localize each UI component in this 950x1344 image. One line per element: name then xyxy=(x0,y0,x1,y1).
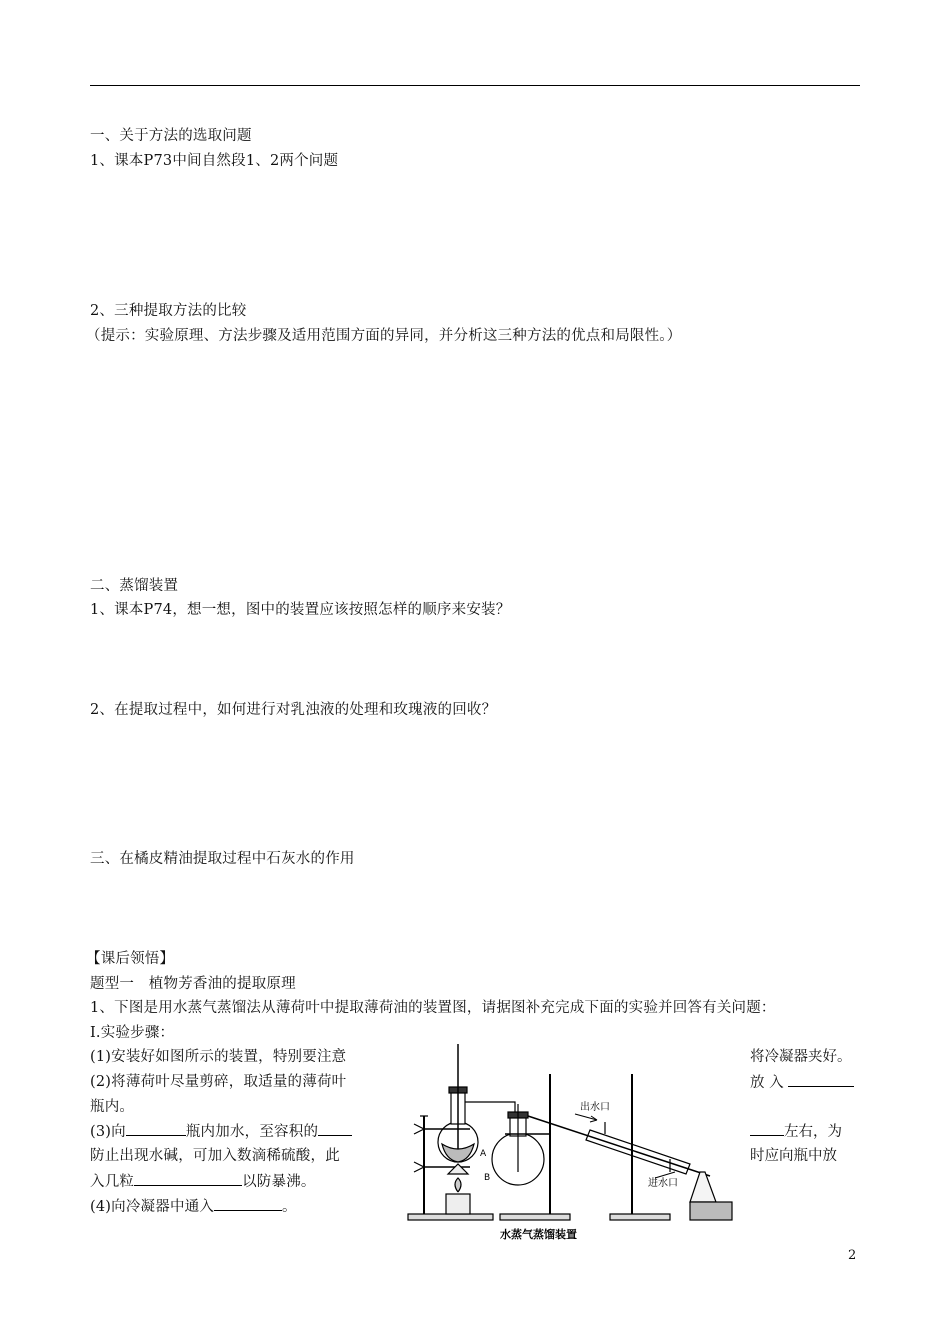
step-4-text-a: (4)向冷凝器中通入 xyxy=(90,1199,215,1215)
burner-a xyxy=(446,1194,470,1214)
step-3-line-3 xyxy=(90,1171,316,1192)
step-3-right-text: 左右，为 xyxy=(784,1124,842,1140)
label-a: A xyxy=(480,1149,487,1159)
step-4-text-b: 。 xyxy=(282,1199,297,1215)
step-3-line-3-b: 以防暴沸。 xyxy=(242,1174,316,1190)
step-2-continued: 瓶内。 xyxy=(90,1099,135,1115)
section-2-question-2: 2、在提取过程中，如何进行对乳浊液的处理和玫瑰液的回收？ xyxy=(90,702,497,718)
step-3-blank-2-end[interactable] xyxy=(750,1121,784,1136)
receiving-flask xyxy=(690,1172,716,1202)
label-water-outlet: 出水口 xyxy=(580,1102,610,1113)
section-1-question-2: 2、三种提取方法的比较 xyxy=(90,303,247,319)
step-3-line-1 xyxy=(90,1121,352,1142)
question-type-1: 题型一 植物芳香油的提取原理 xyxy=(90,976,296,992)
delivery-tube xyxy=(528,1116,710,1176)
step-2-left: (2)将薄荷叶尽量剪碎，取适量的薄荷叶 xyxy=(90,1074,347,1090)
header-rule xyxy=(90,85,860,86)
section-2-title: 二、蒸馏装置 xyxy=(90,578,179,594)
clamp-icon xyxy=(414,1124,424,1134)
step-3-blank-1[interactable] xyxy=(126,1121,186,1136)
left-stand-base xyxy=(408,1214,493,1220)
section-3-title: 三、在橘皮精油提取过程中石灰水的作用 xyxy=(90,851,355,867)
figure-caption: 水蒸气蒸馏装置 xyxy=(500,1228,577,1241)
section-1-question-1: 1、课本P73中间自然段1、2两个问题 xyxy=(90,153,339,169)
step-2-right xyxy=(750,1072,854,1093)
page-number: 2 xyxy=(848,1248,857,1263)
question-1-stem: 1、下图是用水蒸气蒸馏法从薄荷叶中提取薄荷油的装置图，请据图补充完成下面的实验并回答有关问题： xyxy=(90,1000,776,1016)
step-3-blank-3[interactable] xyxy=(134,1171,242,1186)
step-4-line xyxy=(90,1196,297,1217)
step-4-blank[interactable] xyxy=(214,1196,282,1211)
step-1-right: 将冷凝器夹好。 xyxy=(750,1049,852,1065)
section-1-hint: （提示：实验原理、方法步骤及适用范围方面的异同，并分析这三种方法的优点和局限性。） xyxy=(86,328,682,344)
step-3-blank-2[interactable] xyxy=(318,1121,352,1136)
step-3-text-a: (3)向 xyxy=(90,1124,126,1140)
step-3-line-3-a: 入几粒 xyxy=(90,1174,135,1190)
section-1-title: 一、关于方法的选取问题 xyxy=(90,128,252,144)
step-3-line-2-left: 防止出现水碱，可加入数滴稀硫酸，此 xyxy=(90,1148,340,1164)
step-3-text-b: 瓶内加水，至容积的 xyxy=(185,1124,319,1140)
step-2-right-text: 放 入 xyxy=(750,1075,784,1091)
step-title: Ⅰ.实验步骤： xyxy=(90,1025,175,1041)
step-1-left: (1)安装好如图所示的装置，特别要注意 xyxy=(90,1049,347,1065)
step-3-line-2-right: 时应向瓶中放 xyxy=(750,1148,837,1164)
after-class-header: 【课后领悟】 xyxy=(86,951,175,967)
step-3-right xyxy=(750,1121,842,1142)
step-2-blank[interactable] xyxy=(788,1072,854,1087)
receiving-block xyxy=(690,1202,732,1220)
steam-distillation-apparatus-figure xyxy=(400,1044,745,1244)
section-2-question-1: 1、课本P74，想一想，图中的装置应该按照怎样的顺序来安装？ xyxy=(90,602,511,618)
label-b: B xyxy=(484,1173,491,1183)
label-water-inlet: 进水口 xyxy=(648,1178,678,1189)
